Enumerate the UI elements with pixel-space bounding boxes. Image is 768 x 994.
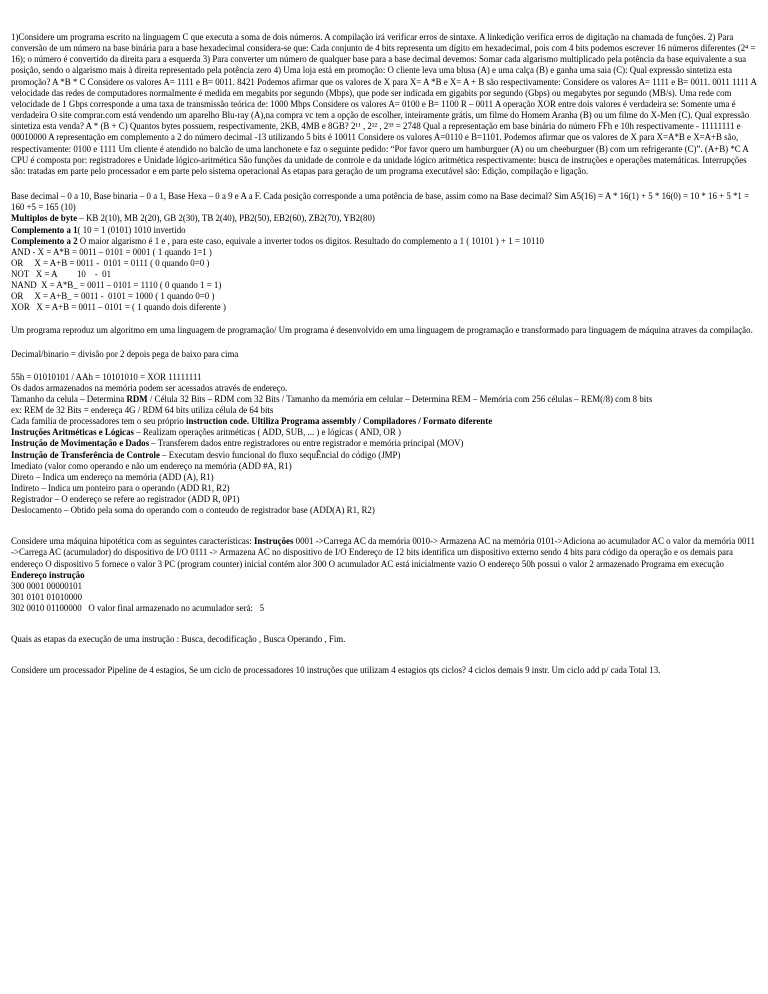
move-text: – Transferem dados entre registradores ou entre registrador e memória principal (MOV) bbox=[149, 438, 464, 449]
or-line: OR X = A+B = 0011 - 0101 = 0111 ( 0 quando 0=0 ) bbox=[11, 257, 210, 268]
cell-size-text-b: / Célula 32 Bits – RDM com 32 Bits / Tamanho da memória em celular – Determina REM – Memória com 256 células – REM(/8) com 8 bits bbox=[147, 393, 653, 404]
displacement-line: Deslocamento – Obtido pela soma do operando com o conteudo de registrador base (ADD(A) R1, R2) bbox=[11, 505, 375, 516]
rem-example-line: ex: REM de 32 Bits = endereça 4G / RDM 64 bits utiliza célula de 64 bits bbox=[11, 405, 274, 416]
cell-size-rdm: RDM bbox=[126, 393, 148, 404]
instruction-row: 300 0001 00000101 bbox=[11, 580, 82, 591]
arithmetic-label: Instruções Aritméticas e Lógicas bbox=[11, 427, 134, 438]
machine-text-a: Considere uma máquina hipotética com as seguintes características: bbox=[11, 536, 254, 547]
machine-instructions-label: Instruções bbox=[254, 536, 294, 547]
byte-multiples-label: Multiplos de byte bbox=[11, 213, 78, 224]
xor-line: XOR X = A+B = 0011 – 0101 = ( 1 quando dois diferente ) bbox=[11, 302, 226, 313]
cell-size-text-a: Tamanho da celula – Determina bbox=[11, 393, 127, 404]
decimal-binary-line: Decimal/binario = divisão por 2 depois pega de baixo para cima bbox=[11, 348, 239, 359]
address-instruction-label: Endereço instrução bbox=[11, 569, 85, 580]
complement-2-line bbox=[11, 236, 759, 247]
control-transfer-label: Instrução de Transferência de Controle bbox=[11, 449, 160, 460]
address-instruction-header bbox=[11, 570, 759, 581]
processor-family-line bbox=[11, 416, 759, 427]
byte-multiples-text: – KB 2(10), MB 2(20), GB 2(30), TB 2(40), PB2(50), EB2(60), ZB2(70), YB2(80) bbox=[77, 213, 375, 224]
complement-2-label: Complemento a 2 bbox=[11, 235, 78, 246]
instruction-row: 301 0101 01010000 bbox=[11, 591, 82, 602]
processor-family-bold: instruction code. Ultiliza Programa assembly / Compiladores / Formato diferente bbox=[185, 416, 493, 427]
machine-text-b: 0001 ->Carrega AC da memória 0010-> Armazena AC na memória 0101->Adiciona ao acumulador AC o valor da memória 0011 ->Carrega AC (acumulador) do dispositivo de I/O 0111 -> Armazena AC no dispositivo de I/O Endereço de 12 bits identifica um dispositivo externo sendo 4 bits para código da operação e os demais para endereço O dispositivo 5 fornece o valor 3 PC (program counter) inicial contém alor 300 O acumulador AC está inicialmente vazio O endereço 50h possui o valor 2 armazenado Programa em execução bbox=[11, 536, 755, 569]
move-instructions-line bbox=[11, 438, 759, 449]
base-conversion-paragraph: Base decimal – 0 a 10, Base binaria – 0 a 1, Base Hexa – 0 a 9 e A a F. Cada posição corresponde a uma potência de base, assim como na Base decimal? Sim A5(16) = A * 16(1) + 5 * 16(0) = 10 * 16 + 5 *1 = 160 +5 = 165 (10) bbox=[11, 191, 750, 213]
complement-1-text: ( 10 = 1 (0101) 1010 invertido bbox=[77, 224, 186, 235]
cell-size-paragraph bbox=[11, 394, 759, 405]
memory-data-line: Os dados armazenados na memória podem ser acessados através de endereço. bbox=[11, 382, 288, 393]
byte-multiples-line bbox=[11, 213, 759, 224]
execution-steps-line: Quais as etapas da execução de uma instrução : Busca, decodificação , Busca Operando , Fim. bbox=[11, 634, 346, 645]
control-transfer-text: – Executam desvio funcional do fluxo sequÊncial do código (JMP) bbox=[159, 449, 401, 460]
instruction-row: 302 0010 01100000 O valor final armazenado no acumulador será: 5 bbox=[11, 602, 265, 613]
immediate-line: Imediato (valor como operando e não um endereço na memória (ADD #A, R1) bbox=[11, 460, 292, 471]
question-paragraph: 1)Considere um programa escrito na linguagem C que executa a soma de dois números. A compilação irá verificar erros de sintaxe. A linkedição verifica erros de digitação na chamada de funções. 2) Para conversão de um número na base binária para a base hexadecimal considera-se que: Cada conjunto de 4 bits representa um dígito em hexadecimal, pois com 4 bits podemos escrever 16 números diferentes (2⁴ = 16); o número é convertido da direita para a esquerda 3) Para converter um número de qualquer base para a base decimal devemos: Somar cada algarismo multiplicado pela potência da base equivalente a sua posição, sendo o algarismo mais à direita representado pela potência zero 4) Uma loja está em promoção: O cliente leva uma blusa (A) e uma calça (B) e ganha uma saia (C): Qual expressão sintetiza esta promoção? A *B * C Considere os valores A= 1111 e B= 0011. 8421 Podemos afirmar que os valores de X para X= A *B e X= A + B são respectivamente: Considere os valores A= 1111 e B= 0011. 0011 1111 A velocidade das redes de computadores normalmente é medida em megabits por segundo (Mbps), que pode ser indicada em gigabits por segundo (Gbps) ou megabytes por segundo (MB/s). Uma rede com velocidade de 1 Gbps corresponde a uma taxa de transmissão teórica de: 1000 Mbps Considere os valores A= 0100 e B= 1100 R – 0011 A operação XOR entre dois valores é verdadeira se: Somente uma é verdadeira O site comprar.com está vendendo um aparelho Blu-ray (A),na compra vc tem a opção de escolher, inteiramente grátis, um filme do Homem Aranha (B) ou um filme do X-Men (C). Qual expressão sintetiza esta venda? A * (B + C) Quantos bytes possuem, respectivamente, 2KB, 4MB e 8GB? 2¹¹ , 2²² , 2³³ = 2748 Qual a representação em base binária do número FFh e 10h respectivamente - 11111111 e 00010000 A representação em complemento a 2 do número decimal -13 utilizando 5 bits é 10011 Considere os valores A=0110 e B=1101. Podemos afirmar que os valores de X para X=A*B e X=A+B são, respectivamente: 0100 e 1111 Um cliente é atendido no balcão de uma lanchonete e faz o seguinte pedido: “Por favor quero um hamburguer (A) ou um cheeburguer (B) com um refrigerante (C)”. (A+B) *C A CPU é composta por: registradores e Unidade lógico-aritmética São funções da unidade de controle e da unidade lógico aritmética respectivamente: busca de instruções e operações matemáticas. Interrupções são: tratadas em parte pelo processador e em parte pelo sistema operacional As etapas para geração de um programa executável são: Edição, compilação e ligação. bbox=[11, 32, 757, 176]
arithmetic-instructions-line bbox=[11, 427, 759, 438]
processor-family-text: Cada familia de processadores tem o seu próprio bbox=[11, 416, 186, 427]
control-transfer-line bbox=[11, 450, 759, 461]
complement-1-label: Complemento a 1 bbox=[11, 224, 78, 235]
program-paragraph: Um programa reproduz um algoritmo em uma linguagem de programação/ Um programa é desenvolvido em uma linguagem de programação e transformado para linguagem de máquina atraves da compilação. bbox=[11, 325, 753, 336]
or-negated-line: OR X = A+B_ = 0011 - 0101 = 1000 ( 1 quando 0=0 ) bbox=[11, 291, 215, 302]
hex-xor-line: 55h = 01010101 / AAh = 10101010 = XOR 11111111 bbox=[11, 371, 202, 382]
nand-line: NAND X = A*B_ = 0011 – 0101 = 1110 ( 0 quando 1 = 1) bbox=[11, 280, 222, 291]
hypothetical-machine-paragraph bbox=[11, 536, 759, 569]
complement-2-text: O maior algarismo é 1 e , para este caso, equivale a inverter todos os digitos. Resultado do complemento a 1 ( 10101 ) + 1 = 10110 bbox=[77, 235, 544, 246]
not-line: NOT X = A 10 - 01 bbox=[11, 269, 112, 279]
document-body bbox=[11, 32, 759, 676]
complement-1-line bbox=[11, 225, 759, 236]
indirect-line: Indireto – Indica um ponteiro para o operando (ADD R1, R2) bbox=[11, 482, 230, 493]
arithmetic-text: – Realizam operações aritméticas ( ADD, SUB, ... ) e lógicas ( AND, OR ) bbox=[134, 427, 401, 438]
pipeline-line: Considere um processador Pipeline de 4 estagios, Se um ciclo de processadores 10 instruções que utilizam 4 estagios qts ciclos? 4 ciclos demais 9 instr. Um ciclo add p/ cada Total 13. bbox=[11, 665, 661, 676]
register-line: Registrador – O endereço se refere ao registrador (ADD R, 0P1) bbox=[11, 494, 240, 505]
and-line: AND - X = A*B = 0011 – 0101 = 0001 ( 1 quando 1=1 ) bbox=[11, 246, 212, 257]
move-label: Instrução de Movimentação e Dados bbox=[11, 438, 150, 449]
direct-line: Direto – Indica um endereço na memória (ADD (A), R1) bbox=[11, 471, 214, 482]
